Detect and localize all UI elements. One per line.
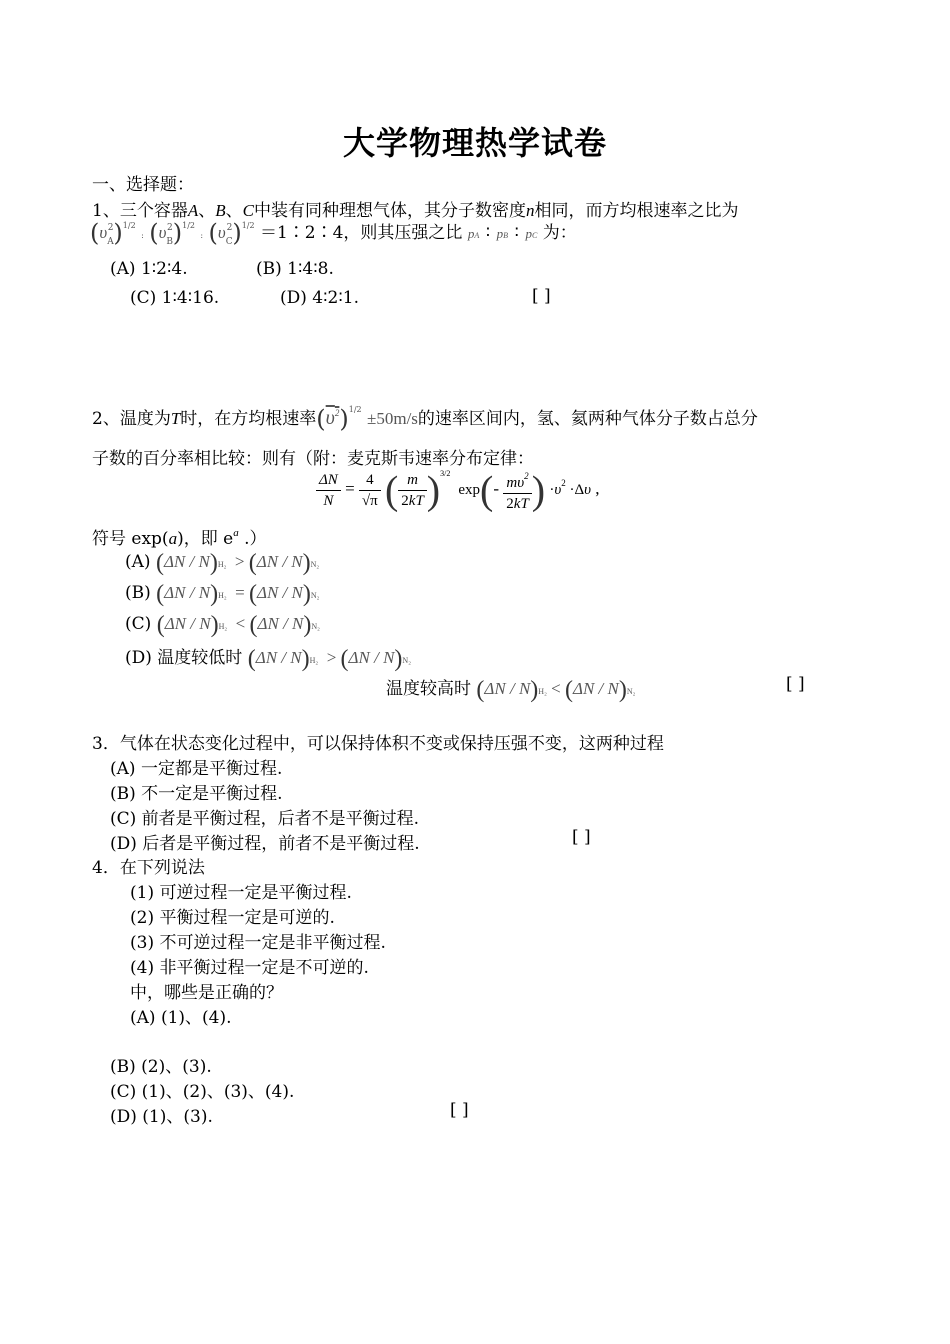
- q2-line1: 2、温度为T时，在方均根速率$(\upsilon^2)^{1/2} \pm 50m/s$的速率区间内，氢、氦两种气体分子数占总分: [92, 405, 758, 433]
- q1-option-b[interactable]: (B) 1∶4∶8.: [256, 259, 334, 279]
- q1-option-c[interactable]: (C) 1∶4∶16.: [130, 288, 220, 308]
- q4-option-b[interactable]: (B) (2)、(3).: [110, 1057, 212, 1077]
- q4-question: 中，哪些是正确的？: [130, 983, 283, 1003]
- q4-statement-1: (1) 可逆过程一定是平衡过程.: [130, 883, 352, 903]
- q3-stem: 3．气体在状态变化过程中，可以保持体积不变或保持压强不变，这两种过程: [92, 734, 664, 754]
- rms-speed-ratio-formula: $(\upsilon_A^2)^{1/2}$ : $(\upsilon_B^2)^{1/2}$ : $(\upsilon_C^2)^{1/2}$: [90, 219, 255, 247]
- q2-option-b-formula: (ΔN / N)H₂ = (ΔN / N)N₂: [156, 581, 320, 607]
- q3-option-c[interactable]: (C) 前者是平衡过程，后者不是平衡过程.: [110, 809, 420, 829]
- q4-stem: 4．在下列说法: [92, 858, 205, 878]
- q4-option-c[interactable]: (C) (1)、(2)、(3)、(4).: [110, 1082, 295, 1102]
- q2-option-d-formula-low: (ΔN / N)H₂ > (ΔN / N)N₂: [247, 646, 411, 672]
- q2-option-c[interactable]: (C) (ΔN / N)H₂ < (ΔN / N)N₂: [125, 612, 320, 638]
- q2-option-d[interactable]: (D) 温度较低时 (ΔN / N)H₂ > (ΔN / N)N₂: [125, 646, 411, 672]
- q2-option-a[interactable]: (A) (ΔN / N)H₂ > (ΔN / N)N₂: [125, 550, 320, 576]
- q1-line1: 1、三个容器A、B、C中装有同种理想气体，其分子数密度n相同，而方均根速率之比为: [92, 201, 739, 221]
- q1-option-a[interactable]: (A) 1∶2∶4.: [110, 259, 188, 279]
- q4-option-d[interactable]: (D) (1)、(3).: [110, 1107, 213, 1127]
- q2-note: 符号 exp(a)，即 $e^a$ .）: [92, 527, 267, 549]
- q1-option-d[interactable]: (D) 4∶2∶1.: [280, 288, 359, 308]
- q2-option-a-formula: (ΔN / N)H₂ > (ΔN / N)N₂: [155, 550, 320, 576]
- q2-option-c-formula: (ΔN / N)H₂ < (ΔN / N)N₂: [156, 612, 320, 638]
- q4-statement-2: (2) 平衡过程一定是可逆的.: [130, 908, 335, 928]
- q4-statement-3: (3) 不可逆过程一定是非平衡过程.: [130, 933, 386, 953]
- q2-option-d-line2: 温度较高时 (ΔN / N)H₂ < (ΔN / N)N₂: [386, 677, 636, 703]
- q2-option-b[interactable]: (B) (ΔN / N)H₂ = (ΔN / N)N₂: [125, 581, 320, 607]
- q3-answer-bracket[interactable]: [ ]: [572, 827, 591, 847]
- section-heading: 一、选择题：: [92, 175, 194, 195]
- page-title: 大学物理热学试卷: [342, 124, 607, 162]
- q4-statement-4: (4) 非平衡过程一定是不可逆的.: [130, 958, 369, 978]
- q3-option-d[interactable]: (D) 后者是平衡过程，前者不是平衡过程.: [110, 834, 420, 854]
- q1-ratio-line: $(\upsilon_A^2)^{1/2}$ : $(\upsilon_B^2)^{1/2}$ : $(\upsilon_C^2)^{1/2}$ ＝1∶2∶4，则其压强之比 pA ∶ pB ∶ pC 为：: [90, 219, 577, 247]
- q2-line2: 子数的百分率相比较：则有（附：麦克斯韦速率分布定律：: [92, 449, 534, 469]
- q2-answer-bracket[interactable]: [ ]: [786, 674, 805, 694]
- pressure-ratio-formula: pA ∶ pB ∶ pC: [467, 223, 538, 242]
- rms-speed-symbol: $(\upsilon^2)^{1/2}$: [316, 405, 362, 433]
- q2-option-d-formula-high: (ΔN / N)H₂ < (ΔN / N)N₂: [476, 677, 636, 703]
- q4-option-a[interactable]: (A) (1)、(4).: [130, 1008, 232, 1028]
- q3-option-b[interactable]: (B) 不一定是平衡过程.: [110, 784, 283, 804]
- q4-answer-bracket[interactable]: [ ]: [450, 1100, 469, 1120]
- q1-answer-bracket[interactable]: [ ]: [532, 286, 551, 306]
- q3-option-a[interactable]: (A) 一定都是平衡过程.: [110, 759, 283, 779]
- maxwell-distribution-formula: $\frac{\Delta N}{N}$ = $\frac{4}{√\pi}$ ( $\frac{m}{2kT}$ )$^{3/2}$ exp(- $\frac{m\upsilon^2}{2kT}$ ) $\cdot\upsilon^2 \cdot\Delta\upsilon$ ,: [316, 466, 600, 514]
